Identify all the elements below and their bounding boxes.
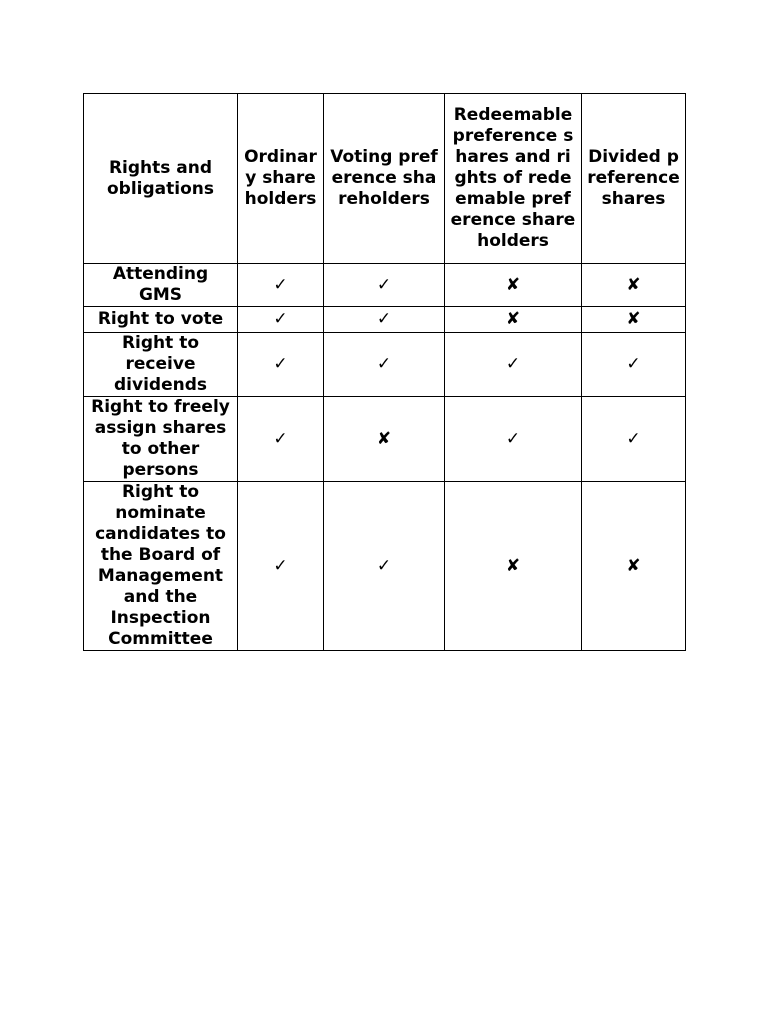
row-label: Right to receive dividends xyxy=(84,333,238,397)
check-mark-icon: ✓ xyxy=(582,333,686,397)
cross-mark-icon: ✘ xyxy=(445,482,582,651)
check-mark-icon: ✓ xyxy=(238,264,324,307)
header-voting-preference-shareholders: Voting preference shareholders xyxy=(324,94,445,264)
header-rights-and-obligations: Rights and obligations xyxy=(84,94,238,264)
table-header-row xyxy=(84,94,686,264)
row-label: Right to vote xyxy=(84,307,238,333)
check-mark-icon: ✓ xyxy=(238,482,324,651)
check-mark-icon: ✓ xyxy=(324,264,445,307)
table-row xyxy=(84,333,686,397)
check-mark-icon: ✓ xyxy=(238,397,324,482)
check-mark-icon: ✓ xyxy=(445,397,582,482)
check-mark-icon: ✓ xyxy=(445,333,582,397)
check-mark-icon: ✓ xyxy=(324,307,445,333)
cross-mark-icon: ✘ xyxy=(445,307,582,333)
table-row xyxy=(84,307,686,333)
rights-obligations-table xyxy=(83,93,686,651)
table-row xyxy=(84,397,686,482)
cross-mark-icon: ✘ xyxy=(445,264,582,307)
check-mark-icon: ✓ xyxy=(324,333,445,397)
header-ordinary-shareholders: Ordinary shareholders xyxy=(238,94,324,264)
table-row xyxy=(84,264,686,307)
row-label: Right to nominate candidates to the Board of Management and the Inspection Committee xyxy=(84,482,238,651)
header-redeemable-preference-shares: Redeemable preference shares and rights of redeemable preference shareholders xyxy=(445,94,582,264)
cross-mark-icon: ✘ xyxy=(324,397,445,482)
check-mark-icon: ✓ xyxy=(582,397,686,482)
row-label: Attending GMS xyxy=(84,264,238,307)
header-divided-preference-shares: Divided preference shares xyxy=(582,94,686,264)
cross-mark-icon: ✘ xyxy=(582,264,686,307)
check-mark-icon: ✓ xyxy=(324,482,445,651)
check-mark-icon: ✓ xyxy=(238,333,324,397)
check-mark-icon: ✓ xyxy=(238,307,324,333)
cross-mark-icon: ✘ xyxy=(582,482,686,651)
row-label: Right to freely assign shares to other persons xyxy=(84,397,238,482)
cross-mark-icon: ✘ xyxy=(582,307,686,333)
table-row xyxy=(84,482,686,651)
